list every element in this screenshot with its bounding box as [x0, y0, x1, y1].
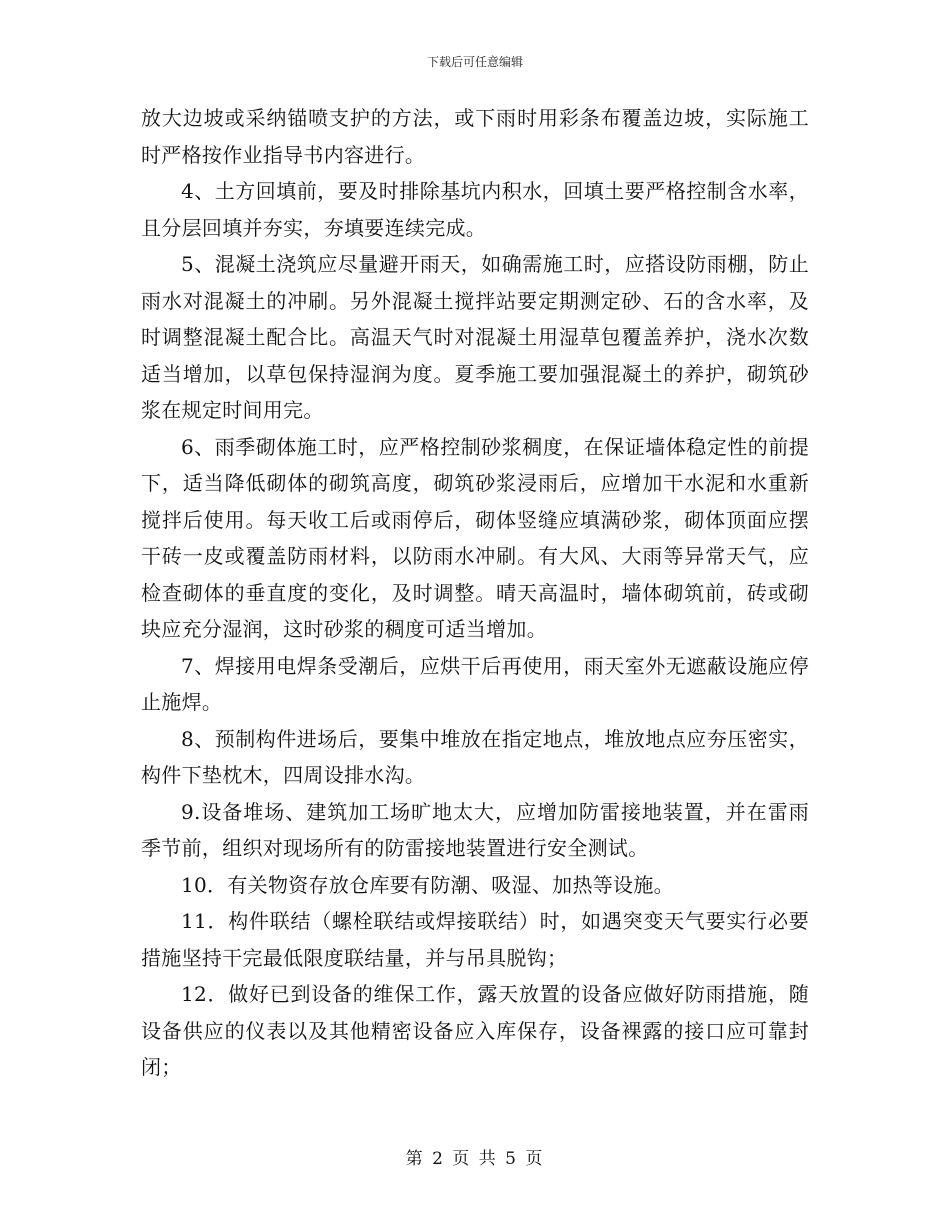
- paragraph-item-11: 11．构件联结（螺栓联结或焊接联结）时，如遇突变天气要实行必要措施坚持干完最低限度联结量，并与吊具脱钩；: [141, 909, 809, 970]
- paragraph-item-5: 5、混凝土浇筑应尽量避开雨天，如确需施工时，应搭设防雨棚，防止雨水对混凝土的冲刷。另外混凝土搅拌站要定期测定砂、石的含水率，及时调整混凝土配合比。高温天气时对混凝土用湿草包覆盖养护，浇水次数适当增加，以草包保持湿润为度。夏季施工要加强混凝土的养护，砌筑砂浆在规定时间用完。: [141, 252, 809, 422]
- paragraph-item-7: 7、焊接用电焊条受潮后，应烘干后再使用，雨天室外无遮蔽设施应停止施焊。: [141, 653, 809, 714]
- paragraph-item-4: 4、土方回填前，要及时排除基坑内积水，回填土要严格控制含水率，且分层回填并夯实，夯填要连续完成。: [141, 179, 809, 240]
- paragraph-item-8: 8、预制构件进场后，要集中堆放在指定地点，堆放地点应夯压密实，构件下垫枕木，四周设排水沟。: [141, 726, 809, 787]
- paragraph-item-12: 12．做好已到设备的维保工作，露天放置的设备应做好防雨措施，随设备供应的仪表以及其他精密设备应入库保存，设备裸露的接口应可靠封闭；: [141, 982, 809, 1079]
- paragraph-item-9: 9.设备堆场、建筑加工场旷地太大，应增加防雷接地装置，并在雷雨季节前，组织对现场所有的防雷接地装置进行安全测试。: [141, 799, 809, 860]
- document-body: [141, 100, 809, 1086]
- page-header: 下载后可任意编辑: [426, 55, 523, 69]
- paragraph-item-6: 6、雨季砌体施工时，应严格控制砂浆稠度，在保证墙体稳定性的前提下，适当降低砌体的砌筑高度，砌筑砂浆浸雨后，应增加干水泥和水重新搅拌后使用。每天收工后或雨停后，砌体竖缝应填满砂浆，砌体顶面应摆干砖一皮或覆盖防雨材料，以防雨水冲刷。有大风、大雨等异常天气，应检查砌体的垂直度的变化，及时调整。晴天高温时，墙体砌筑前，砖或砌块应充分湿润，这时砂浆的稠度可适当增加。: [141, 434, 809, 641]
- page-footer: 第 2 页 共 5 页: [405, 1149, 545, 1169]
- paragraph-continuation: 放大边坡或采纳锚喷支护的方法，或下雨时用彩条布覆盖边坡，实际施工时严格按作业指导书内容进行。: [141, 106, 809, 167]
- paragraph-item-10: 10．有关物资存放仓库要有防潮、吸湿、加热等设施。: [181, 872, 674, 897]
